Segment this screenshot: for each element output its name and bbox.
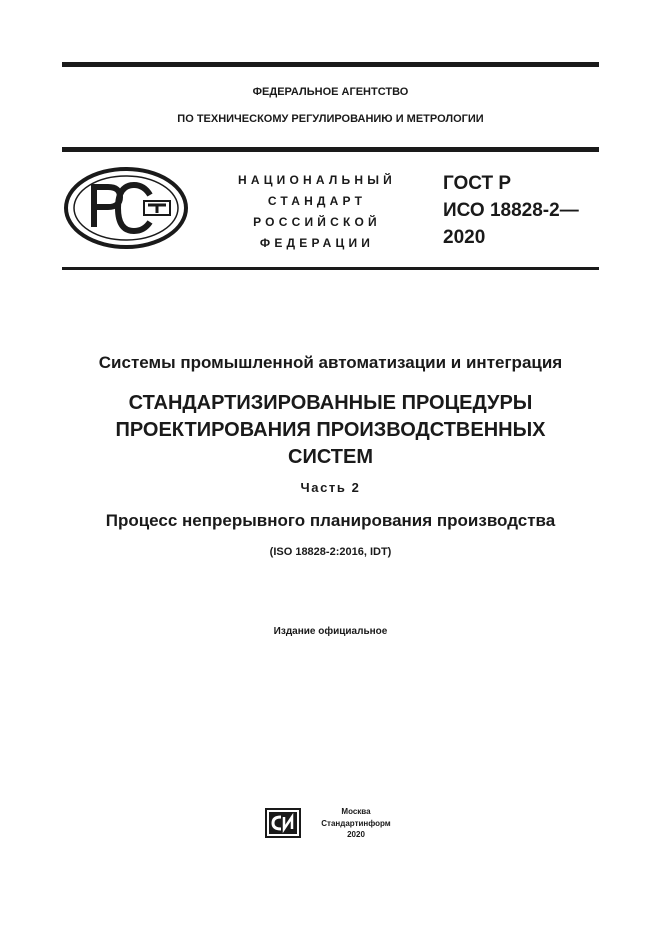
standard-label-line: РОССИЙСКОЙ	[253, 215, 381, 229]
publication-year: 2020	[347, 830, 365, 839]
header-rule	[62, 147, 599, 152]
agency-line-2: ПО ТЕХНИЧЕСКОМУ РЕГУЛИРОВАНИЮ И МЕТРОЛОГИИ	[177, 113, 484, 125]
document-title	[40, 390, 621, 471]
standard-code-line: ИСО 18828-2—	[443, 200, 579, 221]
document-title-line: СИСТЕМ	[288, 446, 373, 468]
standard-label-line: ФЕДЕРАЦИИ	[259, 236, 375, 250]
top-rule	[62, 62, 599, 67]
iso-reference: (ISO 18828-2:2016, IDT)	[269, 546, 392, 558]
standard-label-line: СТАНДАРТ	[267, 194, 367, 208]
part-label: Часть 2	[300, 480, 361, 495]
standard-code-line: 2020	[443, 227, 486, 248]
edition-label: Издание официальное	[273, 626, 388, 637]
gost-r-certification-mark-icon	[64, 167, 188, 249]
standard-code-line: ГОСТ Р	[443, 173, 512, 194]
document-title-line: СТАНДАРТИЗИРОВАННЫЕ ПРОЦЕДУРЫ	[128, 392, 533, 414]
standard-label-line: НАЦИОНАЛЬНЫЙ	[237, 173, 397, 187]
part-subject: Процесс непрерывного планирования производства	[105, 511, 556, 530]
divider-rule	[62, 267, 599, 270]
publisher-info	[300, 806, 412, 841]
publisher-name: Стандартинформ	[321, 818, 391, 828]
agency-line-1: ФЕДЕРАЛЬНОЕ АГЕНТСТВО	[252, 86, 409, 98]
document-title-line: ПРОЕКТИРОВАНИЯ ПРОИЗВОДСТВЕННЫХ	[115, 419, 546, 441]
publisher-city: Москва	[341, 807, 371, 816]
standartinform-logo-icon	[265, 808, 301, 838]
document-subtitle: Системы промышленной автоматизации и интеграция	[98, 353, 563, 372]
standard-code	[443, 170, 603, 251]
standard-label	[222, 170, 412, 254]
